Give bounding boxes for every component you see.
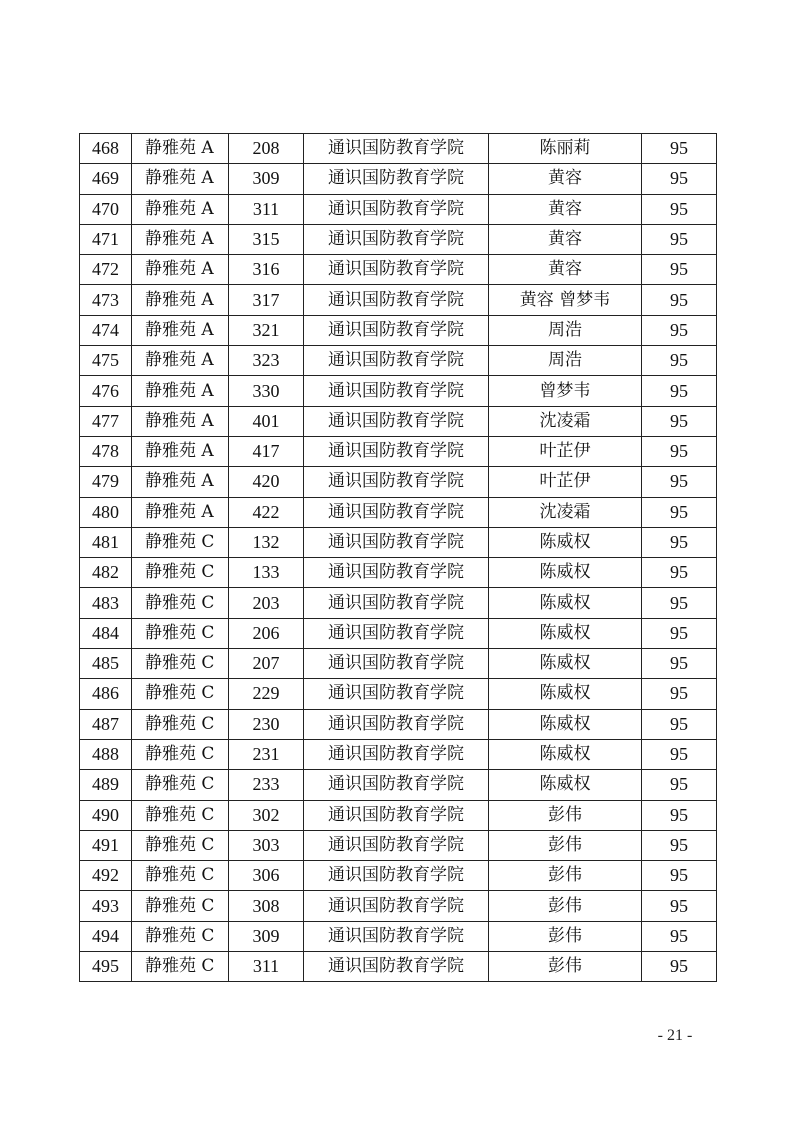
- row-number-cell: 479: [80, 467, 132, 497]
- building-cell: 静雅苑 C: [132, 891, 229, 921]
- score-cell: 95: [642, 558, 717, 588]
- score-cell: 95: [642, 921, 717, 951]
- score-cell: 95: [642, 285, 717, 315]
- room-number-cell: 309: [229, 921, 304, 951]
- row-number-cell: 486: [80, 679, 132, 709]
- room-number-cell: 206: [229, 618, 304, 648]
- row-number-cell: 488: [80, 739, 132, 769]
- person-cell: 陈丽莉: [489, 134, 642, 164]
- college-cell: 通识国防教育学院: [304, 618, 489, 648]
- table-row: [80, 649, 717, 679]
- table-row: [80, 952, 717, 982]
- person-cell: 陈威权: [489, 618, 642, 648]
- room-number-cell: 233: [229, 770, 304, 800]
- room-number-cell: 230: [229, 709, 304, 739]
- row-number-cell: 492: [80, 861, 132, 891]
- table-row: [80, 406, 717, 436]
- person-cell: 彭伟: [489, 830, 642, 860]
- building-cell: 静雅苑 C: [132, 861, 229, 891]
- score-cell: 95: [642, 134, 717, 164]
- college-cell: 通识国防教育学院: [304, 770, 489, 800]
- table-row: [80, 830, 717, 860]
- building-cell: 静雅苑 A: [132, 315, 229, 345]
- room-number-cell: 231: [229, 739, 304, 769]
- row-number-cell: 471: [80, 224, 132, 254]
- row-number-cell: 473: [80, 285, 132, 315]
- college-cell: 通识国防教育学院: [304, 891, 489, 921]
- table-row: [80, 255, 717, 285]
- table-row: [80, 921, 717, 951]
- college-cell: 通识国防教育学院: [304, 861, 489, 891]
- college-cell: 通识国防教育学院: [304, 588, 489, 618]
- row-number-cell: 478: [80, 436, 132, 466]
- building-cell: 静雅苑 A: [132, 436, 229, 466]
- person-cell: 周浩: [489, 346, 642, 376]
- score-cell: 95: [642, 436, 717, 466]
- row-number-cell: 470: [80, 194, 132, 224]
- row-number-cell: 491: [80, 830, 132, 860]
- room-number-cell: 132: [229, 527, 304, 557]
- row-number-cell: 483: [80, 588, 132, 618]
- person-cell: 陈威权: [489, 527, 642, 557]
- room-number-cell: 321: [229, 315, 304, 345]
- person-cell: 彭伟: [489, 800, 642, 830]
- inspection-table: [79, 133, 717, 982]
- room-number-cell: 303: [229, 830, 304, 860]
- room-number-cell: 417: [229, 436, 304, 466]
- college-cell: 通识国防教育学院: [304, 497, 489, 527]
- table-row: [80, 770, 717, 800]
- room-number-cell: 302: [229, 800, 304, 830]
- table-row: [80, 527, 717, 557]
- score-cell: 95: [642, 346, 717, 376]
- room-number-cell: 330: [229, 376, 304, 406]
- room-number-cell: 207: [229, 649, 304, 679]
- row-number-cell: 472: [80, 255, 132, 285]
- college-cell: 通识国防教育学院: [304, 255, 489, 285]
- score-cell: 95: [642, 255, 717, 285]
- row-number-cell: 487: [80, 709, 132, 739]
- table-row: [80, 134, 717, 164]
- row-number-cell: 494: [80, 921, 132, 951]
- college-cell: 通识国防教育学院: [304, 134, 489, 164]
- building-cell: 静雅苑 A: [132, 224, 229, 254]
- college-cell: 通识国防教育学院: [304, 467, 489, 497]
- score-cell: 95: [642, 649, 717, 679]
- table-row: [80, 224, 717, 254]
- building-cell: 静雅苑 A: [132, 134, 229, 164]
- college-cell: 通识国防教育学院: [304, 164, 489, 194]
- table-row: [80, 891, 717, 921]
- person-cell: 沈凌霜: [489, 497, 642, 527]
- score-cell: 95: [642, 224, 717, 254]
- person-cell: 彭伟: [489, 921, 642, 951]
- college-cell: 通识国防教育学院: [304, 527, 489, 557]
- score-cell: 95: [642, 679, 717, 709]
- building-cell: 静雅苑 C: [132, 739, 229, 769]
- building-cell: 静雅苑 A: [132, 164, 229, 194]
- row-number-cell: 495: [80, 952, 132, 982]
- table-body: [80, 134, 717, 982]
- row-number-cell: 480: [80, 497, 132, 527]
- row-number-cell: 474: [80, 315, 132, 345]
- person-cell: 彭伟: [489, 952, 642, 982]
- room-number-cell: 420: [229, 467, 304, 497]
- room-number-cell: 311: [229, 952, 304, 982]
- college-cell: 通识国防教育学院: [304, 921, 489, 951]
- row-number-cell: 489: [80, 770, 132, 800]
- score-cell: 95: [642, 497, 717, 527]
- college-cell: 通识国防教育学院: [304, 224, 489, 254]
- score-cell: 95: [642, 891, 717, 921]
- table-row: [80, 194, 717, 224]
- person-cell: 叶芷伊: [489, 436, 642, 466]
- building-cell: 静雅苑 A: [132, 497, 229, 527]
- building-cell: 静雅苑 A: [132, 255, 229, 285]
- building-cell: 静雅苑 C: [132, 618, 229, 648]
- person-cell: 黄容 曾梦韦: [489, 285, 642, 315]
- table-row: [80, 346, 717, 376]
- row-number-cell: 485: [80, 649, 132, 679]
- college-cell: 通识国防教育学院: [304, 952, 489, 982]
- room-number-cell: 208: [229, 134, 304, 164]
- person-cell: 陈威权: [489, 558, 642, 588]
- table-row: [80, 679, 717, 709]
- table-row: [80, 497, 717, 527]
- room-number-cell: 311: [229, 194, 304, 224]
- score-cell: 95: [642, 527, 717, 557]
- building-cell: 静雅苑 C: [132, 770, 229, 800]
- table-row: [80, 618, 717, 648]
- score-cell: 95: [642, 467, 717, 497]
- building-cell: 静雅苑 C: [132, 588, 229, 618]
- table-row: [80, 467, 717, 497]
- score-cell: 95: [642, 739, 717, 769]
- college-cell: 通识国防教育学院: [304, 558, 489, 588]
- room-number-cell: 203: [229, 588, 304, 618]
- score-cell: 95: [642, 164, 717, 194]
- room-number-cell: 401: [229, 406, 304, 436]
- table-row: [80, 800, 717, 830]
- college-cell: 通识国防教育学院: [304, 436, 489, 466]
- building-cell: 静雅苑 C: [132, 649, 229, 679]
- row-number-cell: 484: [80, 618, 132, 648]
- person-cell: 周浩: [489, 315, 642, 345]
- college-cell: 通识国防教育学院: [304, 830, 489, 860]
- row-number-cell: 468: [80, 134, 132, 164]
- table-row: [80, 861, 717, 891]
- table-row: [80, 376, 717, 406]
- person-cell: 陈威权: [489, 770, 642, 800]
- person-cell: 陈威权: [489, 588, 642, 618]
- person-cell: 陈威权: [489, 709, 642, 739]
- college-cell: 通识国防教育学院: [304, 376, 489, 406]
- building-cell: 静雅苑 A: [132, 467, 229, 497]
- building-cell: 静雅苑 A: [132, 194, 229, 224]
- college-cell: 通识国防教育学院: [304, 739, 489, 769]
- row-number-cell: 476: [80, 376, 132, 406]
- building-cell: 静雅苑 A: [132, 376, 229, 406]
- table-row: [80, 285, 717, 315]
- room-number-cell: 422: [229, 497, 304, 527]
- score-cell: 95: [642, 194, 717, 224]
- building-cell: 静雅苑 A: [132, 285, 229, 315]
- person-cell: 彭伟: [489, 891, 642, 921]
- college-cell: 通识国防教育学院: [304, 709, 489, 739]
- college-cell: 通识国防教育学院: [304, 649, 489, 679]
- room-number-cell: 315: [229, 224, 304, 254]
- person-cell: 沈凌霜: [489, 406, 642, 436]
- room-number-cell: 309: [229, 164, 304, 194]
- row-number-cell: 477: [80, 406, 132, 436]
- score-cell: 95: [642, 709, 717, 739]
- college-cell: 通识国防教育学院: [304, 800, 489, 830]
- row-number-cell: 490: [80, 800, 132, 830]
- person-cell: 黄容: [489, 194, 642, 224]
- room-number-cell: 308: [229, 891, 304, 921]
- building-cell: 静雅苑 A: [132, 406, 229, 436]
- score-cell: 95: [642, 952, 717, 982]
- building-cell: 静雅苑 C: [132, 830, 229, 860]
- person-cell: 彭伟: [489, 861, 642, 891]
- building-cell: 静雅苑 C: [132, 558, 229, 588]
- table-row: [80, 588, 717, 618]
- room-number-cell: 306: [229, 861, 304, 891]
- table-row: [80, 558, 717, 588]
- building-cell: 静雅苑 C: [132, 952, 229, 982]
- room-number-cell: 323: [229, 346, 304, 376]
- building-cell: 静雅苑 C: [132, 800, 229, 830]
- score-cell: 95: [642, 376, 717, 406]
- college-cell: 通识国防教育学院: [304, 679, 489, 709]
- score-cell: 95: [642, 618, 717, 648]
- college-cell: 通识国防教育学院: [304, 315, 489, 345]
- table-row: [80, 739, 717, 769]
- row-number-cell: 493: [80, 891, 132, 921]
- row-number-cell: 469: [80, 164, 132, 194]
- row-number-cell: 482: [80, 558, 132, 588]
- person-cell: 黄容: [489, 164, 642, 194]
- person-cell: 黄容: [489, 224, 642, 254]
- person-cell: 陈威权: [489, 649, 642, 679]
- college-cell: 通识国防教育学院: [304, 346, 489, 376]
- score-cell: 95: [642, 406, 717, 436]
- person-cell: 黄容: [489, 255, 642, 285]
- table-row: [80, 709, 717, 739]
- page-number: - 21 -: [657, 1027, 693, 1044]
- room-number-cell: 316: [229, 255, 304, 285]
- room-number-cell: 229: [229, 679, 304, 709]
- person-cell: 陈威权: [489, 679, 642, 709]
- score-cell: 95: [642, 588, 717, 618]
- building-cell: 静雅苑 C: [132, 679, 229, 709]
- score-cell: 95: [642, 770, 717, 800]
- score-cell: 95: [642, 861, 717, 891]
- table-row: [80, 436, 717, 466]
- college-cell: 通识国防教育学院: [304, 194, 489, 224]
- building-cell: 静雅苑 A: [132, 346, 229, 376]
- building-cell: 静雅苑 C: [132, 921, 229, 951]
- college-cell: 通识国防教育学院: [304, 285, 489, 315]
- building-cell: 静雅苑 C: [132, 527, 229, 557]
- row-number-cell: 475: [80, 346, 132, 376]
- college-cell: 通识国防教育学院: [304, 406, 489, 436]
- score-cell: 95: [642, 830, 717, 860]
- person-cell: 陈威权: [489, 739, 642, 769]
- row-number-cell: 481: [80, 527, 132, 557]
- person-cell: 叶芷伊: [489, 467, 642, 497]
- score-cell: 95: [642, 315, 717, 345]
- room-number-cell: 317: [229, 285, 304, 315]
- score-cell: 95: [642, 800, 717, 830]
- table-row: [80, 164, 717, 194]
- table-row: [80, 315, 717, 345]
- person-cell: 曾梦韦: [489, 376, 642, 406]
- room-number-cell: 133: [229, 558, 304, 588]
- building-cell: 静雅苑 C: [132, 709, 229, 739]
